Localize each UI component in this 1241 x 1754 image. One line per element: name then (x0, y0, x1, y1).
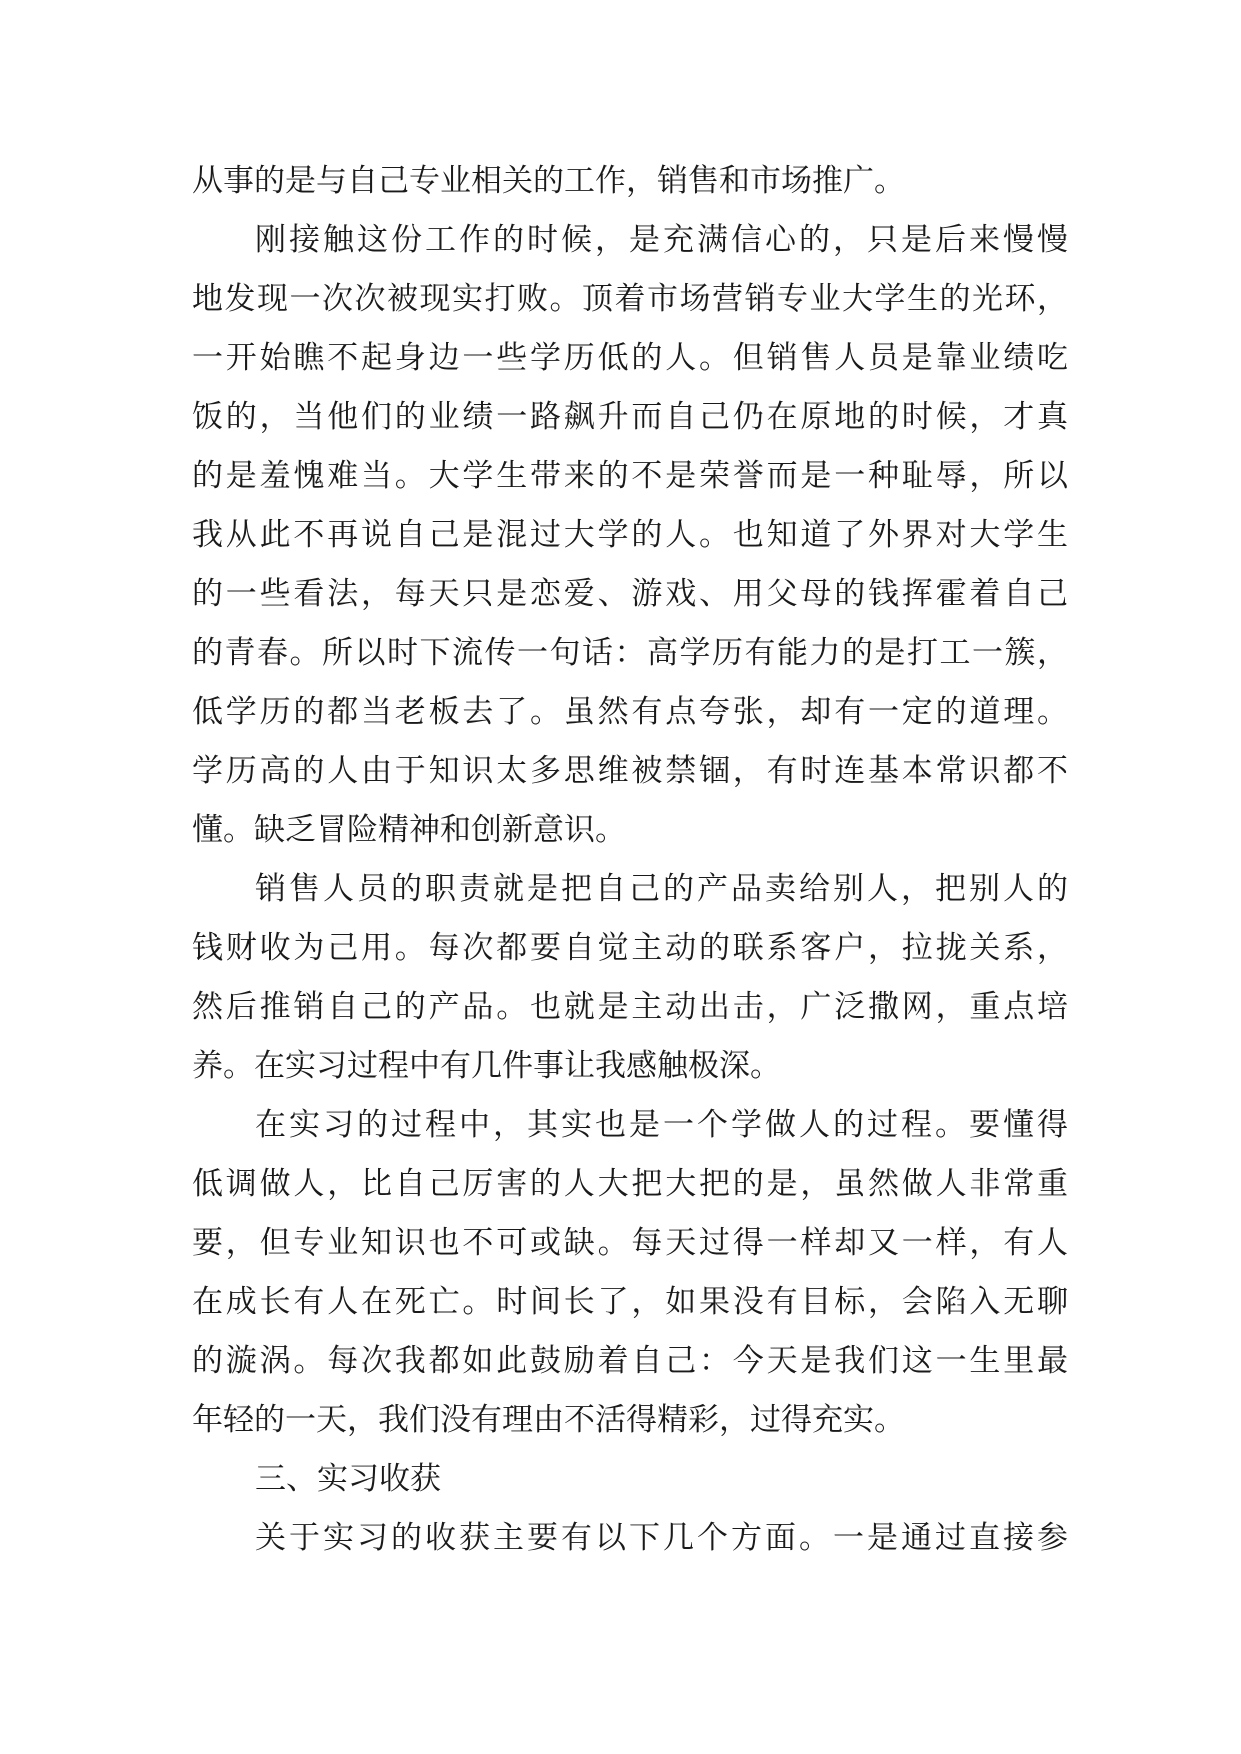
section-heading: 三、实习收获 (255, 1461, 441, 1497)
paragraph-first-line: 在实习的过程中，其实也是一个学做人的过程。要懂得 (255, 1107, 1068, 1143)
text-line: 饭的，当他们的业绩一路飙升而自己仍在原地的时候，才真 (192, 399, 1068, 435)
text-line: 的漩涡。每次我都如此鼓励着自己：今天是我们这一生里最 (192, 1343, 1068, 1379)
text-line: 低学历的都当老板去了。虽然有点夸张，却有一定的道理。 (192, 694, 1068, 730)
text-line: 一开始瞧不起身边一些学历低的人。但销售人员是靠业绩吃 (192, 340, 1068, 376)
text-line: 然后推销自己的产品。也就是主动出击，广泛撒网，重点培 (192, 989, 1068, 1025)
text-line: 我从此不再说自己是混过大学的人。也知道了外界对大学生 (192, 517, 1068, 553)
text-line: 从事的是与自己专业相关的工作，销售和市场推广。 (192, 163, 905, 199)
text-line: 年轻的一天，我们没有理由不活得精彩，过得充实。 (192, 1402, 905, 1438)
text-line: 钱财收为己用。每次都要自觉主动的联系客户，拉拢关系， (192, 930, 1068, 966)
paragraph-first-line: 刚接触这份工作的时候，是充满信心的，只是后来慢慢 (255, 222, 1068, 258)
text-line: 低调做人，比自己厉害的人大把大把的是，虽然做人非常重 (192, 1166, 1068, 1202)
text-line: 懂。缺乏冒险精神和创新意识。 (192, 812, 626, 848)
paragraph-first-line: 销售人员的职责就是把自己的产品卖给别人，把别人的 (255, 871, 1068, 907)
text-line: 养。在实习过程中有几件事让我感触极深。 (192, 1048, 781, 1084)
text-line: 地发现一次次被现实打败。顶着市场营销专业大学生的光环， (192, 281, 1068, 317)
text-line: 的一些看法，每天只是恋爱、游戏、用父母的钱挥霍着自己 (192, 576, 1068, 612)
text-line: 的是羞愧难当。大学生带来的不是荣誉而是一种耻辱，所以 (192, 458, 1068, 494)
text-line: 学历高的人由于知识太多思维被禁锢，有时连基本常识都不 (192, 753, 1068, 789)
paragraph-first-line: 关于实习的收获主要有以下几个方面。一是通过直接参 (255, 1520, 1068, 1556)
text-line: 要，但专业知识也不可或缺。每天过得一样却又一样，有人 (192, 1225, 1068, 1261)
document-body (192, 152, 1068, 1568)
text-line: 的青春。所以时下流传一句话：高学历有能力的是打工一簇， (192, 635, 1068, 671)
text-line: 在成长有人在死亡。时间长了，如果没有目标，会陷入无聊 (192, 1284, 1068, 1320)
